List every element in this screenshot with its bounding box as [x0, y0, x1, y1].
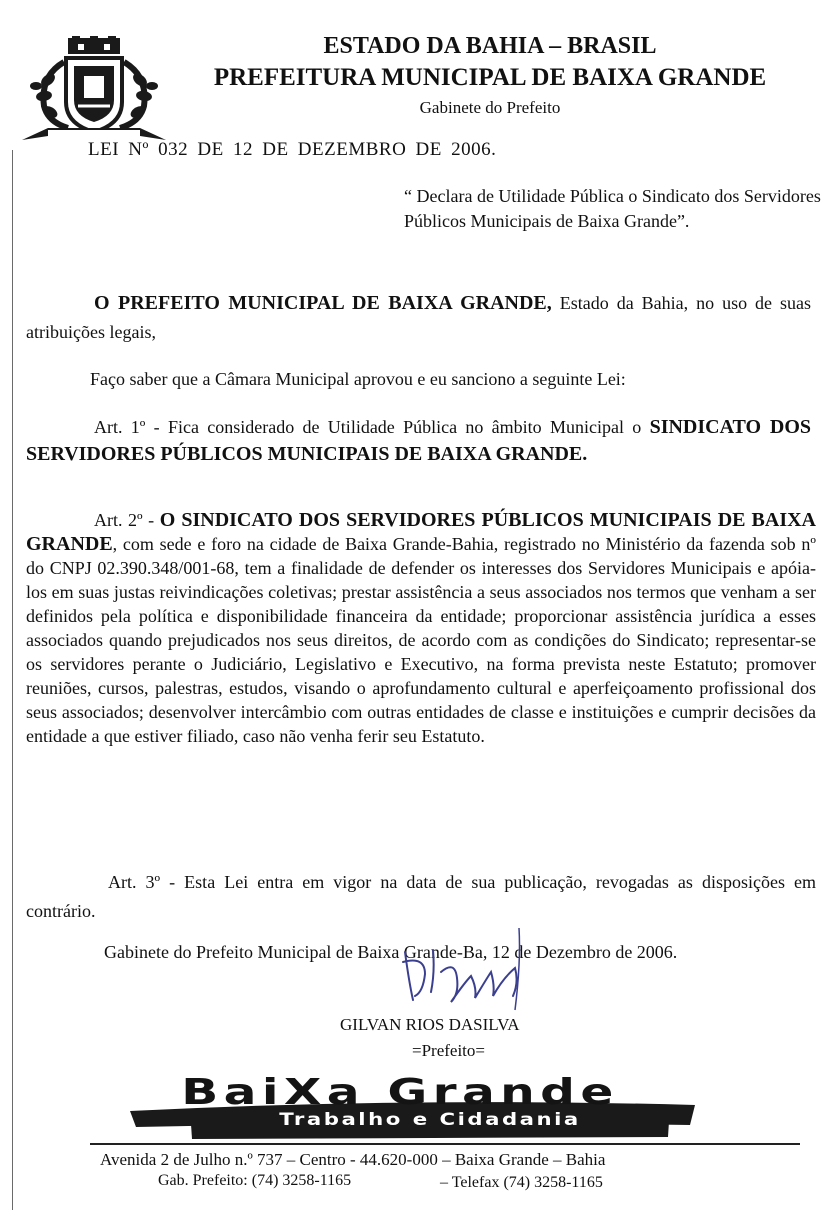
article-3-text: Art. 3º - Esta Lei entra em vigor na data de sua publicação, revogadas as disposições em contrário. [26, 872, 816, 921]
article-1-bold: SINDICATO DOS SERVIDORES PÚBLICOS MUNICIPAIS DE BAIXA GRANDE. [26, 416, 812, 465]
footer-divider [90, 1143, 800, 1145]
signature-icon [395, 922, 535, 1012]
article-2-text: , com sede e foro na cidade de Baixa Grande-Bahia, registrado no Ministério da fazenda sob nº do CNPJ 02.390.348/001-68, tem a finalidade de defender os interesses dos Servidores Municipais e apóia-los em suas justas reivindicações coletivas; prestar assistência a seus associados nos termos que venham a ser definidos pela política e disponibilidade financeira da entidade; proporcionar assistência jurídica a esses associados quando prejudicados nos seus direitos, de acordo com as condições do Sindicato; representar-se os servidores perante o Judiciário, Legislativo e Executivo, na forma prevista neste Estatuto; promover reuniões, cursos, palestras, estudos, visando o aprofundamento cultural e aperfeiçoamento profissional dos seus associados; desenvolver intercâmbio com outras entidades de classe e instituições e cumprir decisões da entidade a que estiver filiado, caso não venha ferir seu Estatuto. [26, 534, 816, 746]
prefeitura-heading: PREFEITURA MUNICIPAL DE BAIXA GRANDE [213, 64, 767, 91]
preamble-bold: O PREFEITO MUNICIPAL DE BAIXA GRANDE, [94, 292, 552, 314]
article-3 [26, 868, 816, 926]
signer-name: GILVAN RIOS DASILVA [340, 1015, 520, 1034]
ementa-text: “ Declara de Utilidade Pública o Sindicato dos Servidores Públicos Municipais de Baixa Grande”. [404, 186, 821, 231]
preamble-paragraph [26, 289, 811, 347]
law-title: LEI Nº 032 DE 12 DE DEZEMBRO DE 2006. [88, 139, 497, 160]
closing-line: Gabinete do Prefeito Municipal de Baixa Grande-Ba, 12 de Dezembro de 2006. [104, 942, 678, 962]
left-margin-rule [12, 150, 13, 1210]
article-2-bold: O SINDICATO DOS SERVIDORES PÚBLICOS MUNICIPAIS DE BAIXA GRANDE [26, 509, 816, 555]
logo-wordmark: BaiXa Grande [181, 1072, 619, 1113]
preamble-text: Estado da Bahia, no uso de suas atribuições legais, [26, 293, 811, 342]
signer-role: =Prefeito= [412, 1041, 485, 1060]
office-subheading: Gabinete do Prefeito [419, 98, 561, 117]
footer-phone-telefax: – Telefax (74) 3258-1165 [440, 1174, 603, 1191]
article-1-label: Art. 1º - Fica considerado de Utilidade Pública no âmbito Municipal o [94, 417, 642, 437]
state-heading: ESTADO DA BAHIA – BRASIL [323, 33, 657, 59]
article-2 [26, 508, 816, 748]
article-2-label: Art. 2º - [94, 510, 160, 530]
footer-address: Avenida 2 de Julho n.º 737 – Centro - 44.620-000 – Baixa Grande – Bahia [100, 1150, 606, 1169]
coat-of-arms-icon [18, 36, 168, 146]
enactment-paragraph: Faço saber que a Câmara Municipal aprovou e eu sanciono a seguinte Lei: [90, 369, 626, 389]
logo-slogan: Trabalho e Cidadania [279, 1110, 581, 1130]
article-1 [26, 414, 811, 468]
footer-phone-gabinete: Gab. Prefeito: (74) 3258-1165 [158, 1172, 352, 1189]
